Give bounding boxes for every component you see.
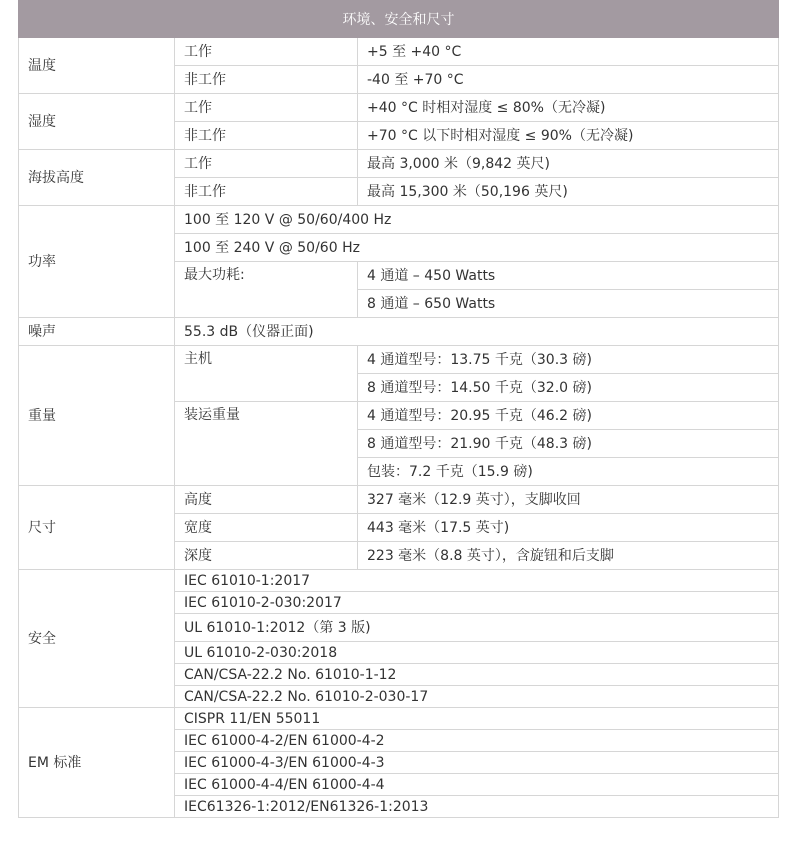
cell-value: IEC 61000-4-4/EN 61000-4-4 — [175, 774, 779, 796]
row-label-altitude: 海拔高度 — [19, 150, 175, 206]
cell-key: 非工作 — [175, 122, 358, 150]
header-row — [19, 1, 779, 38]
cell-key: 主机 — [175, 346, 358, 402]
cell-value: 327 毫米（12.9 英寸），支脚收回 — [358, 486, 779, 514]
cell-value: +5 至 +40 °C — [358, 38, 779, 66]
table-row — [19, 346, 779, 374]
cell-value: 8 通道型号：21.90 千克（48.3 磅) — [358, 430, 779, 458]
cell-value: CISPR 11/EN 55011 — [175, 708, 779, 730]
row-label-power: 功率 — [19, 206, 175, 318]
row-label-weight: 重量 — [19, 346, 175, 486]
cell-value: 8 通道型号：14.50 千克（32.0 磅) — [358, 374, 779, 402]
cell-key: 高度 — [175, 486, 358, 514]
cell-key: 装运重量 — [175, 402, 358, 486]
cell-key: 工作 — [175, 94, 358, 122]
row-label-humidity: 湿度 — [19, 94, 175, 150]
cell-key: 非工作 — [175, 66, 358, 94]
cell-value: -40 至 +70 °C — [358, 66, 779, 94]
cell-value: 443 毫米（17.5 英寸) — [358, 514, 779, 542]
cell-value: IEC 61000-4-2/EN 61000-4-2 — [175, 730, 779, 752]
cell-key: 工作 — [175, 150, 358, 178]
cell-key: 非工作 — [175, 178, 358, 206]
cell-key: 宽度 — [175, 514, 358, 542]
cell-value: +70 °C 以下时相对湿度 ≤ 90%（无冷凝) — [358, 122, 779, 150]
row-label-safety: 安全 — [19, 570, 175, 708]
cell-value: UL 61010-2-030:2018 — [175, 642, 779, 664]
table-row — [19, 38, 779, 66]
cell-key: 最大功耗: — [175, 262, 358, 318]
cell-value: 4 通道型号：20.95 千克（46.2 磅) — [358, 402, 779, 430]
table-row — [19, 486, 779, 514]
table-row — [19, 94, 779, 122]
row-label-dimensions: 尺寸 — [19, 486, 175, 570]
cell-value: IEC61326-1:2012/EN61326-1:2013 — [175, 796, 779, 818]
cell-value: IEC 61010-2-030:2017 — [175, 592, 779, 614]
table-row — [19, 206, 779, 234]
cell-value: 4 通道型号：13.75 千克（30.3 磅) — [358, 346, 779, 374]
row-label-temperature: 温度 — [19, 38, 175, 94]
cell-value: CAN/CSA-22.2 No. 61010-2-030-17 — [175, 686, 779, 708]
table-row — [19, 570, 779, 592]
cell-value: 223 毫米（8.8 英寸），含旋钮和后支脚 — [358, 542, 779, 570]
table-row — [19, 318, 779, 346]
cell-value: UL 61010-1:2012（第 3 版) — [175, 614, 779, 642]
table-row — [19, 708, 779, 730]
row-label-noise: 噪声 — [19, 318, 175, 346]
spec-table — [18, 0, 779, 818]
cell-value: IEC 61000-4-3/EN 61000-4-3 — [175, 752, 779, 774]
cell-value: 55.3 dB（仪器正面) — [175, 318, 779, 346]
cell-value: 最高 3,000 米（9,842 英尺) — [358, 150, 779, 178]
row-label-emc: EM 标准 — [19, 708, 175, 818]
cell-key: 工作 — [175, 38, 358, 66]
cell-value: +40 °C 时相对湿度 ≤ 80%（无冷凝) — [358, 94, 779, 122]
cell-value: 8 通道 – 650 Watts — [358, 290, 779, 318]
cell-value: 100 至 120 V @ 50/60/400 Hz — [175, 206, 779, 234]
cell-key: 深度 — [175, 542, 358, 570]
cell-value: IEC 61010-1:2017 — [175, 570, 779, 592]
cell-value: CAN/CSA-22.2 No. 61010-1-12 — [175, 664, 779, 686]
cell-value: 包装：7.2 千克（15.9 磅) — [358, 458, 779, 486]
cell-value: 100 至 240 V @ 50/60 Hz — [175, 234, 779, 262]
table-title: 环境、安全和尺寸 — [19, 1, 779, 38]
cell-value: 最高 15,300 米（50,196 英尺) — [358, 178, 779, 206]
cell-value: 4 通道 – 450 Watts — [358, 262, 779, 290]
table-row — [19, 150, 779, 178]
